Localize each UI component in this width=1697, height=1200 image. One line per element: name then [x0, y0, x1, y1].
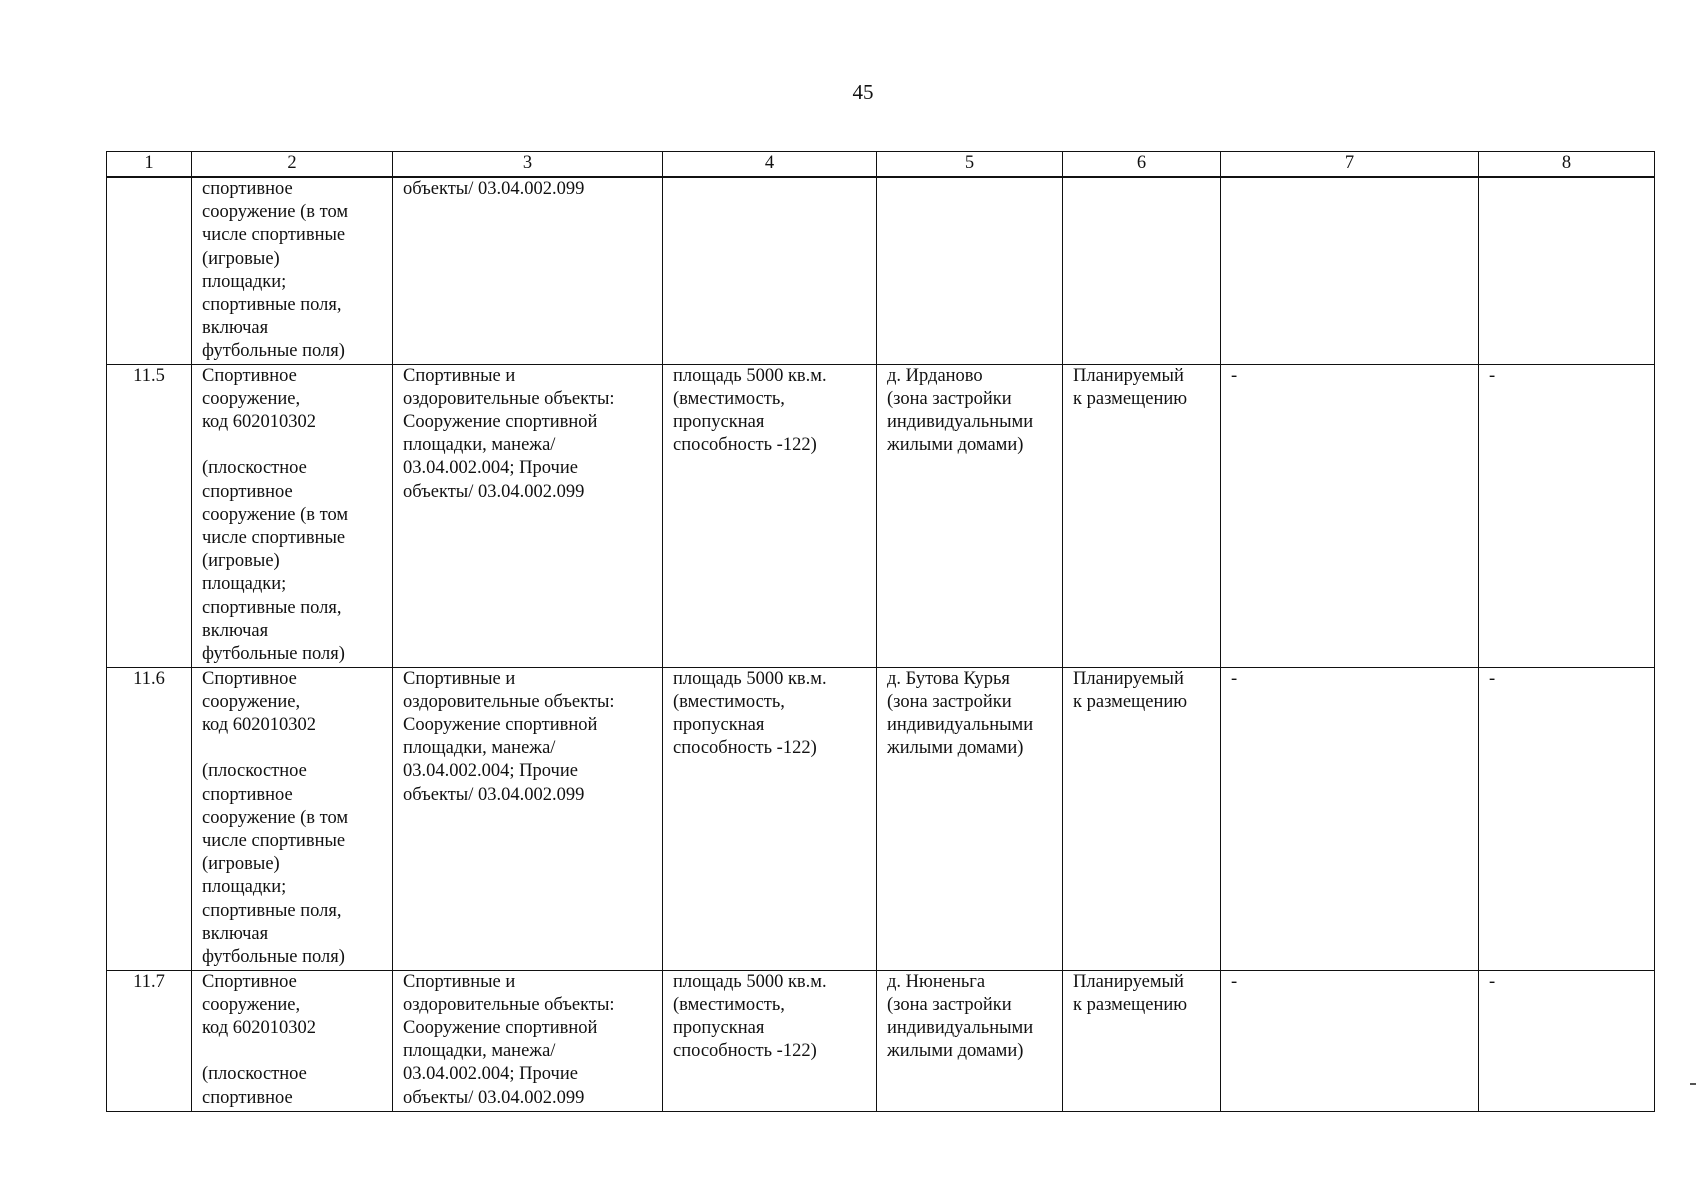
column-header-8: 8: [1479, 152, 1655, 178]
column-header-1: 1: [107, 152, 192, 178]
location-cell: д. Ирданово (зона застройки индивидуальными жилыми домами): [877, 364, 1063, 667]
location-cell: [877, 177, 1063, 364]
column-7-cell: -: [1221, 667, 1479, 970]
scan-mark: [1690, 1083, 1696, 1085]
status-cell: Планируемый к размещению: [1063, 364, 1221, 667]
page-number: 45: [852, 80, 874, 104]
row-number-cell: [107, 177, 192, 364]
column-8-cell: [1479, 177, 1655, 364]
location-cell: д. Бутова Курья (зона застройки индивидуальными жилыми домами): [877, 667, 1063, 970]
row-number-cell: 11.6: [107, 667, 192, 970]
objects-table: [106, 151, 1655, 1112]
row-number-cell: 11.5: [107, 364, 192, 667]
column-header-3: 3: [393, 152, 663, 178]
object-purpose-cell: объекты/ 03.04.002.099: [393, 177, 663, 364]
column-header-6: 6: [1063, 152, 1221, 178]
status-cell: [1063, 177, 1221, 364]
object-name-cell: Спортивное сооружение, код 602010302 (плоскостное спортивное сооружение (в том числе спортивные (игровые) площадки; спортивные поля, включая футбольные поля): [192, 667, 393, 970]
characteristics-cell: площадь 5000 кв.м. (вместимость, пропускная способность -122): [663, 667, 877, 970]
object-name-cell: спортивное сооружение (в том числе спортивные (игровые) площадки; спортивные поля, включая футбольные поля): [192, 177, 393, 364]
object-name-cell: Спортивное сооружение, код 602010302 (плоскостное спортивное: [192, 970, 393, 1111]
column-header-2: 2: [192, 152, 393, 178]
object-purpose-cell: Спортивные и оздоровительные объекты: Сооружение спортивной площадки, манежа/ 03.04.002.004; Прочие объекты/ 03.04.002.099: [393, 364, 663, 667]
column-8-cell: -: [1479, 364, 1655, 667]
characteristics-cell: [663, 177, 877, 364]
column-7-cell: [1221, 177, 1479, 364]
column-7-cell: -: [1221, 970, 1479, 1111]
status-cell: Планируемый к размещению: [1063, 970, 1221, 1111]
column-8-cell: -: [1479, 667, 1655, 970]
status-cell: Планируемый к размещению: [1063, 667, 1221, 970]
column-header-7: 7: [1221, 152, 1479, 178]
characteristics-cell: площадь 5000 кв.м. (вместимость, пропускная способность -122): [663, 970, 877, 1111]
row-number-cell: 11.7: [107, 970, 192, 1111]
table-row-continued: [107, 177, 1655, 364]
column-8-cell: -: [1479, 970, 1655, 1111]
object-name-cell: Спортивное сооружение, код 602010302 (плоскостное спортивное сооружение (в том числе спортивные (игровые) площадки; спортивные поля, включая футбольные поля): [192, 364, 393, 667]
column-header-5: 5: [877, 152, 1063, 178]
table-row: [107, 364, 1655, 667]
table-row: [107, 970, 1655, 1111]
characteristics-cell: площадь 5000 кв.м. (вместимость, пропускная способность -122): [663, 364, 877, 667]
column-7-cell: -: [1221, 364, 1479, 667]
column-header-4: 4: [663, 152, 877, 178]
location-cell: д. Нюненьга (зона застройки индивидуальными жилыми домами): [877, 970, 1063, 1111]
object-purpose-cell: Спортивные и оздоровительные объекты: Сооружение спортивной площадки, манежа/ 03.04.002.004; Прочие объекты/ 03.04.002.099: [393, 667, 663, 970]
table-header-row: [107, 152, 1655, 178]
object-purpose-cell: Спортивные и оздоровительные объекты: Сооружение спортивной площадки, манежа/ 03.04.002.004; Прочие объекты/ 03.04.002.099: [393, 970, 663, 1111]
table-row: [107, 667, 1655, 970]
